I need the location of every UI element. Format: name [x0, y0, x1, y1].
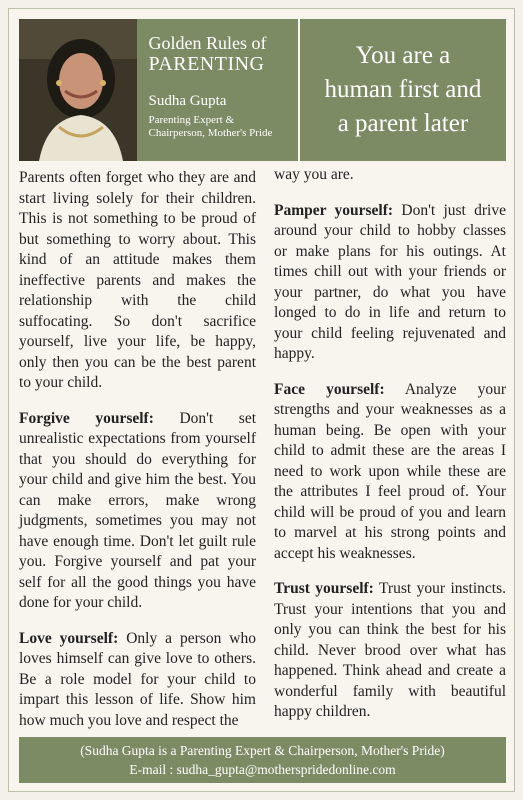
trust-text: Trust your instincts. Trust your intentions that you and only you can think the best for his child. Never brood over what has happened. Think ahead and create a wonderful family with beautiful happy children. [274, 580, 506, 720]
love-paragraph [19, 629, 256, 732]
column-branding [137, 19, 298, 161]
love-continued-paragraph: way you are. [274, 166, 354, 183]
face-paragraph [274, 380, 506, 565]
headline-line1: You are a [355, 42, 451, 69]
forgive-paragraph [19, 409, 256, 614]
intro-paragraph: Parents often forget who they are and start living solely for their children. This is not something to be proud of but something to worry about. This kind of an attitude makes them ineffective parents and makes the relationship with the child suffocating. So don't sacrifice yourself, live your life, be happy, only then you can be the best parent to your child. [19, 169, 256, 391]
author-footer [19, 737, 506, 783]
footer-bio: (Sudha Gupta is a Parenting Expert & Chairperson, Mother's Pride) [80, 743, 445, 758]
article-page [8, 8, 515, 792]
face-text: Analyze your strengths and your weaknesses as a human being. Be open with your child to admit these are the areas I need to work upon while these are the attributes I feel proud of. Your child will be proud of you and learn to marvel at his strong points and accept his weaknesses. [274, 380, 506, 562]
article-column-left [19, 168, 256, 746]
article-headline [298, 19, 506, 161]
trust-paragraph [274, 579, 506, 723]
love-heading: Love yourself: [19, 629, 119, 647]
pamper-heading: Pamper yourself: [274, 201, 394, 219]
article-header [19, 19, 506, 161]
author-portrait-icon [19, 19, 137, 161]
trust-heading: Trust yourself: [274, 580, 374, 597]
face-heading: Face yourself: [274, 380, 385, 398]
love-text: Only a person who loves himself can give love to others. Be a role model for your child to impart this lesson of life. Show him how much you love and respect the [19, 629, 256, 729]
headline-line3: a parent later [337, 110, 469, 137]
forgive-text: Don't set unrealistic expectations from yourself that you should do everything for your child and give him the best. You can make errors, make wrong judgments, sometimes you may not have enough time. Don't let guilt rule you. Forgive yourself and pat your self for all the good things you have done for your child. [19, 409, 257, 611]
headline-line2: human first and [324, 76, 482, 103]
author-name: Sudha Gupta [148, 93, 227, 109]
article-column-right [274, 165, 506, 738]
column-series-label: Golden Rules of [148, 33, 267, 53]
footer-email: E-mail : sudha_gupta@motherspridedonline.com [129, 762, 396, 777]
author-role-line1: Parenting Expert & [148, 114, 235, 126]
forgive-heading: Forgive yourself: [19, 409, 154, 427]
pamper-paragraph [274, 201, 506, 365]
author-role-line2: Chairperson, Mother's Pride [148, 127, 273, 139]
column-series-title: PARENTING [148, 53, 265, 75]
pamper-text: Don't just drive around your child to hobby classes or make plans for his outings. At times chill out with your friends or your partner, do what you have longed to do in life and return to your child feeling rejuvenated and happy. [274, 201, 506, 362]
author-photo [19, 19, 137, 161]
